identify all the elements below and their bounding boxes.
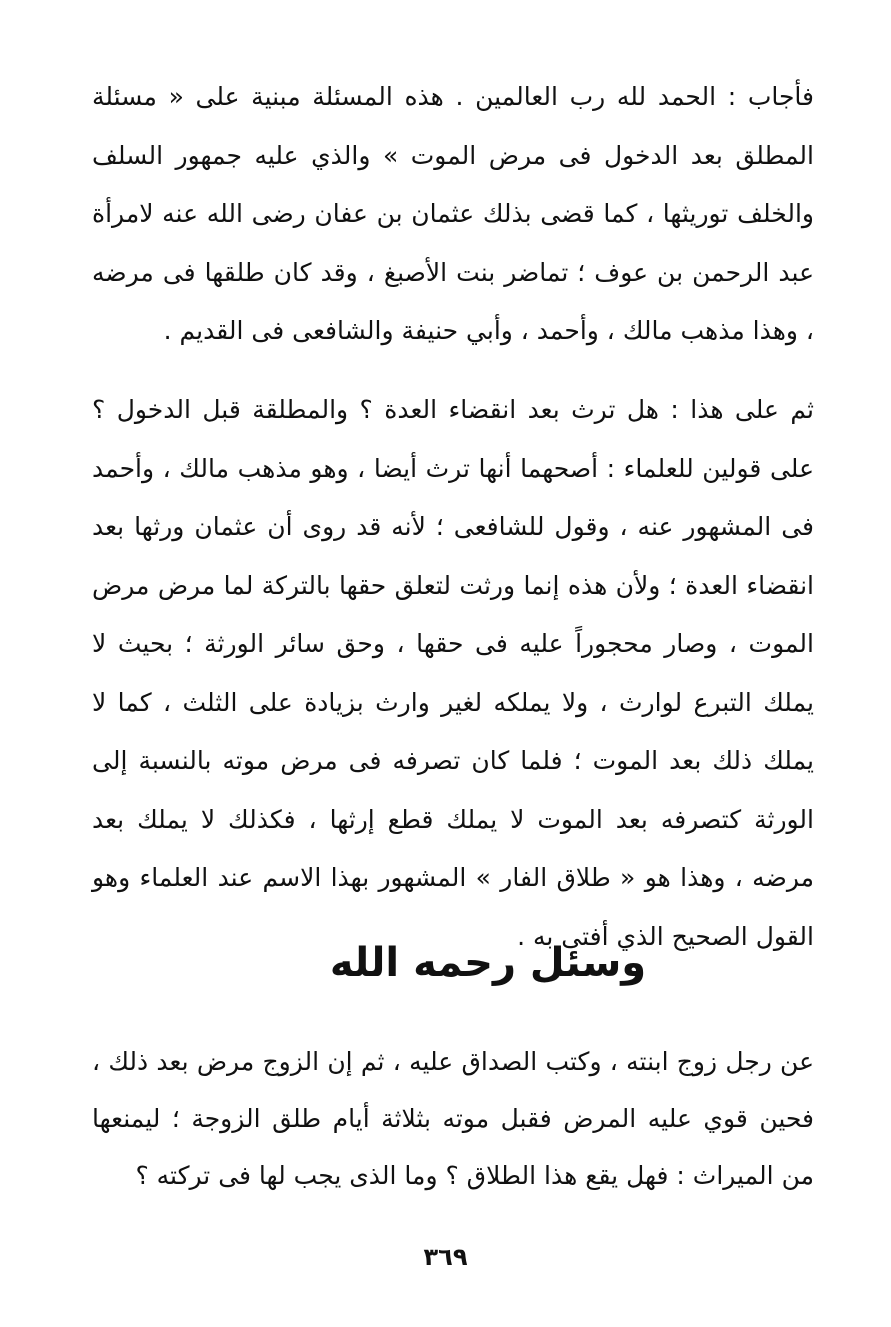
paragraph-text: فأجاب : الحمد لله رب العالمين . هذه المسئلة مبنية على « مسئلة المطلق بعد الدخول فى مرض الموت » والذي عليه جمهور السلف والخلف توريثها ، كما قضى بذلك عثمان بن عفان رضى الله عنه لامرأة عبد الرحمن بن عوف ؛ تماضر بنت الأصبغ ، وقد كان طلقها فى مرضه ، وهذا مذهب مالك ، وأحمد ، وأبي حنيفة والشافعى فى القديم .: [92, 82, 814, 345]
page-number: ٣٦٩: [423, 1243, 468, 1271]
paragraph-text: ثم على هذا : هل ترث بعد انقضاء العدة ؟ والمطلقة قبل الدخول ؟ على قولين للعلماء : أصحهما أنها ترث أيضا ، وهو مذهب مالك ، وأحمد فى المشهور عنه ، وقول للشافعى ؛ لأنه قد روى أن عثمان ورثها بعد انقضاء العدة ؛ ولأن هذه إنما ورثت لتعلق حقها بالتركة لما مرض مرض الموت ، وصار محجوراً عليه فى حقها ، وحق سائر الورثة ؛ بحيث لا يملك التبرع لوارث ، ولا يملكه لغير وارث بزيادة على الثلث ، كما لا يملك ذلك بعد الموت ؛ فلما كان تصرفه فى مرض موته بالنسبة إلى الورثة كتصرفه بعد الموت لا يملك قطع إرثها ، فكذلك لا يملك بعد مرضه ، وهذا هو « طلاق الفار » المشهور بهذا الاسم عند العلماء وهو القول الصحيح الذي أفتى به .: [92, 395, 814, 951]
fatwa-answer-paragraph: [92, 68, 814, 361]
paragraph-text: عن رجل زوج ابنته ، وكتب الصداق عليه ، ثم إن الزوج مرض بعد ذلك ، فحين قوي عليه المرض فقبل موته بثلاثة أيام طلق الزوجة ؛ ليمنعها من الميراث : فهل يقع هذا الطلاق ؟ وما الذى يجب لها فى تركته ؟: [92, 1047, 814, 1190]
inheritance-discussion-paragraph: [92, 381, 814, 966]
section-heading: وسئل رحمه الله: [329, 940, 647, 986]
question-paragraph: [92, 1033, 814, 1204]
